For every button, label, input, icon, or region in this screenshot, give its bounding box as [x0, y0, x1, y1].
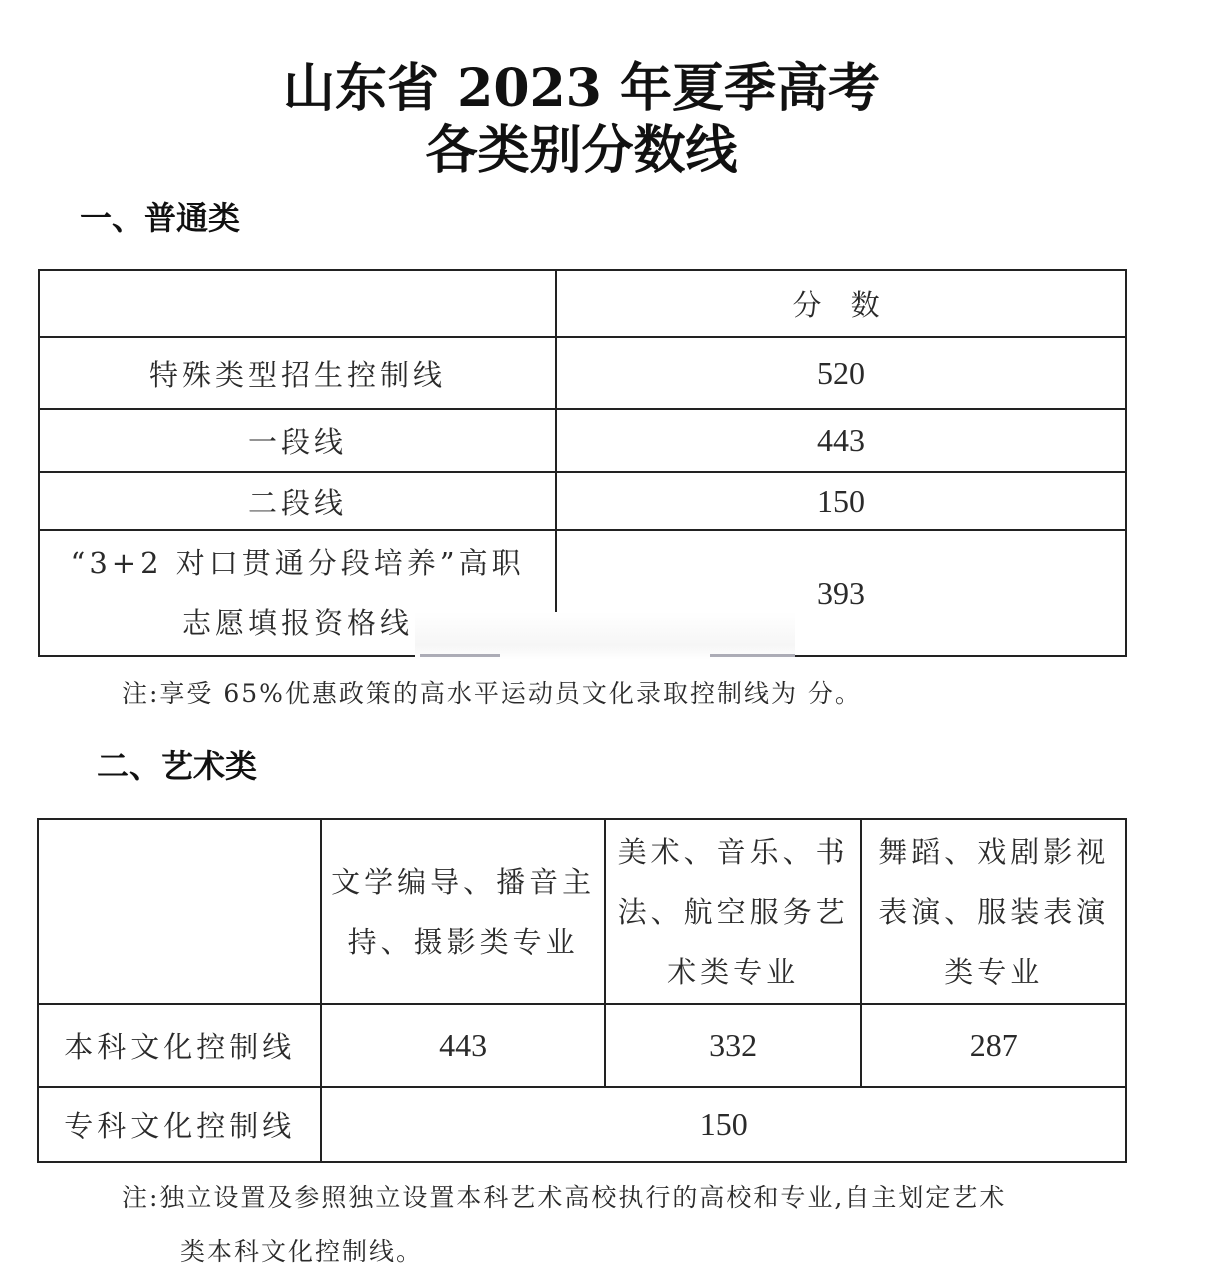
header-empty-cell	[38, 819, 321, 1004]
section-heading-art: 二、艺术类	[97, 747, 258, 785]
table-row	[38, 1004, 1126, 1087]
row-score: 150	[556, 472, 1126, 530]
header-line: 持、摄影类专业	[347, 924, 579, 959]
header-line: 文学编导、播音主	[331, 864, 596, 899]
row-score: 287	[861, 1004, 1126, 1087]
watermark-smudge	[710, 654, 795, 657]
title-line-2: 各类别分数线	[425, 120, 738, 181]
art-score-table	[37, 818, 1127, 1163]
row-score: 520	[556, 337, 1126, 409]
row-label-line-2: 志愿填报资格线	[182, 606, 414, 640]
header-line: 法、航空服务艺	[617, 894, 849, 929]
table-header-row	[38, 819, 1126, 1004]
row-score: 443	[321, 1004, 604, 1087]
general-note: 注:享受 65%优惠政策的高水平运动员文化录取控制线为 分。	[122, 679, 862, 708]
watermark-smudge	[420, 654, 500, 657]
table-row	[39, 337, 1126, 409]
header-line: 类专业	[944, 954, 1044, 989]
table-row	[39, 472, 1126, 530]
row-label: 特殊类型招生控制线	[39, 337, 556, 409]
row-label: 本科文化控制线	[38, 1004, 321, 1087]
row-score: 393	[556, 530, 1126, 656]
row-label: 一段线	[39, 409, 556, 472]
row-label: 二段线	[39, 472, 556, 530]
watermark-blur	[415, 612, 795, 660]
art-note-line-1: 注:独立设置及参照独立设置本科艺术高校执行的高校和专业,自主划定艺术	[122, 1183, 1007, 1212]
header-category-dance	[861, 819, 1126, 1004]
row-score: 443	[556, 409, 1126, 472]
header-line: 表演、服装表演	[878, 894, 1110, 929]
header-line: 术类专业	[667, 954, 800, 989]
table-header-row	[39, 270, 1126, 337]
table-row	[38, 1087, 1126, 1162]
title-line-1: 山东省 2023 年夏季高考	[283, 58, 880, 119]
header-score: 分 数	[556, 270, 1126, 337]
header-category-fine-arts	[605, 819, 862, 1004]
header-empty-cell	[39, 270, 556, 337]
table-row	[39, 409, 1126, 472]
art-note-line-2: 类本科文化控制线。	[180, 1237, 424, 1266]
row-score: 332	[605, 1004, 862, 1087]
header-line: 美术、音乐、书	[617, 834, 849, 869]
row-label: 专科文化控制线	[38, 1087, 321, 1162]
document-title	[0, 58, 1163, 182]
general-score-table	[38, 269, 1127, 657]
header-line: 舞蹈、戏剧影视	[878, 834, 1110, 869]
row-score-merged: 150	[321, 1087, 1126, 1162]
row-label-line-1: “3+2 对口贯通分段培养”高职	[70, 546, 525, 580]
header-category-literature	[321, 819, 604, 1004]
section-heading-general: 一、普通类	[80, 199, 241, 237]
